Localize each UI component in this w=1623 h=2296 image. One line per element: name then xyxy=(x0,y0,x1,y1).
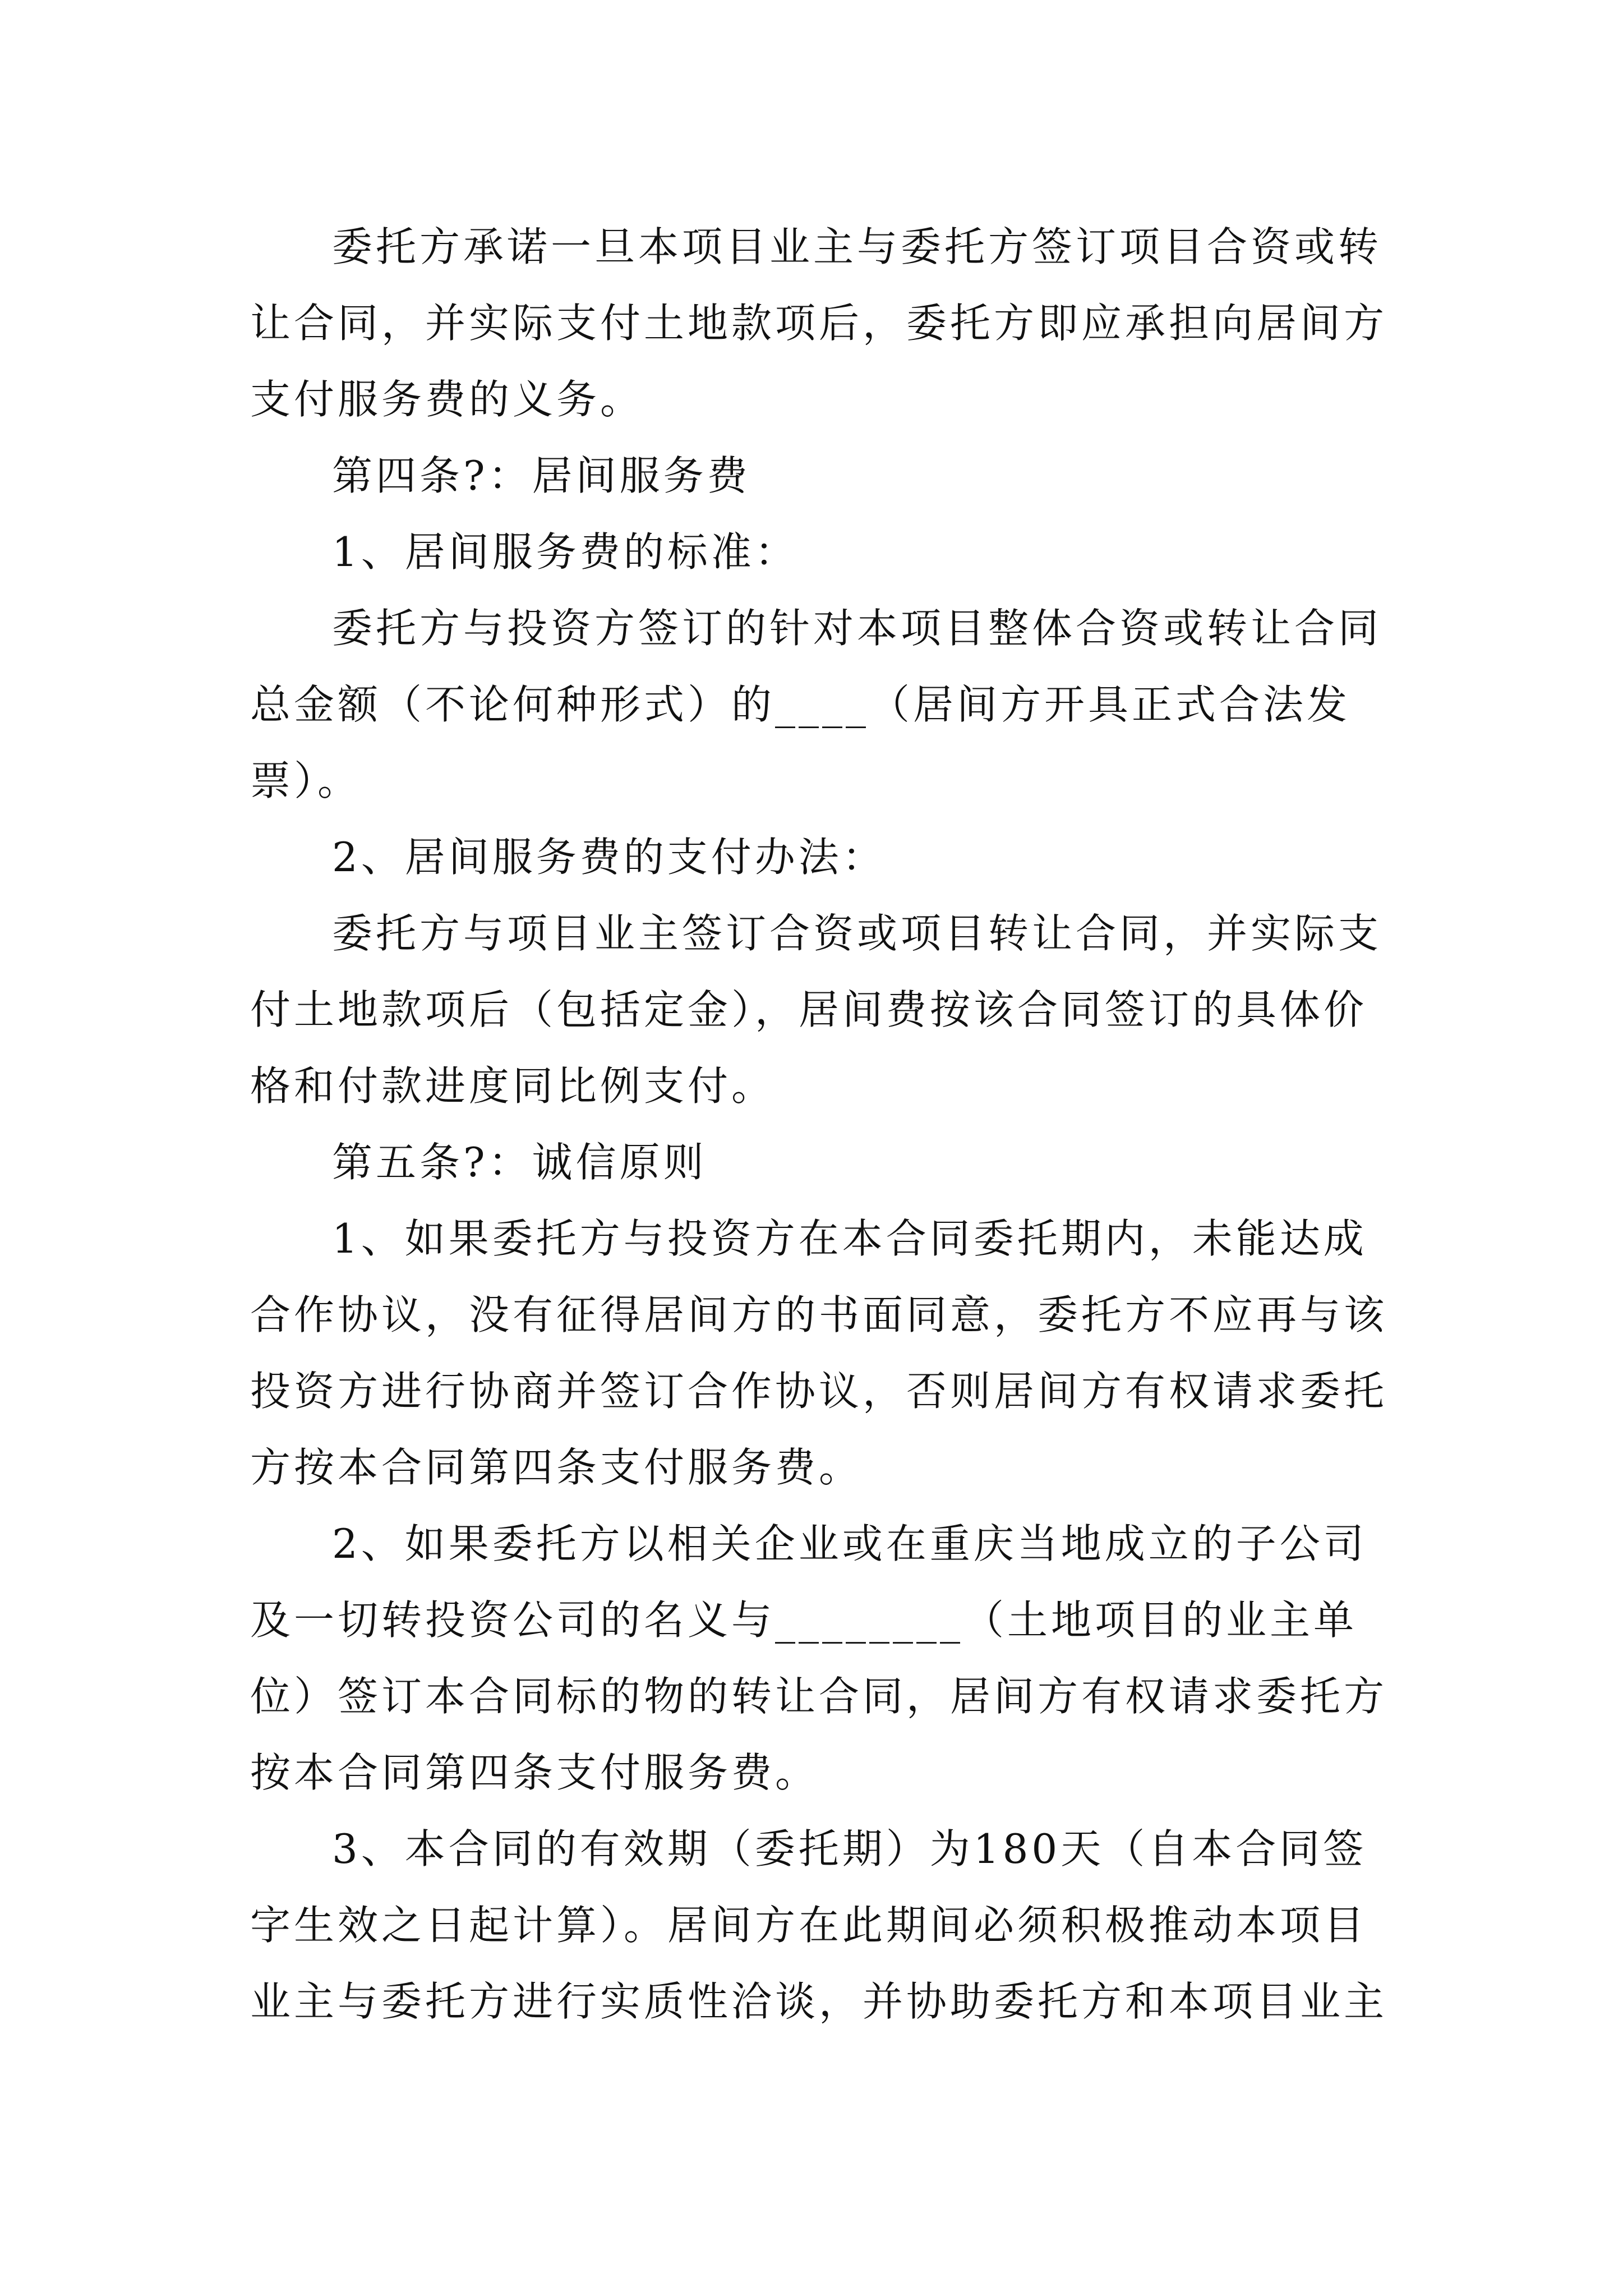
paragraph-fee-standard: 委托方与投资方签订的针对本项目整体合资或转让合同总金额（不论何种形式）的____（居间方开具正式合法发票）。 xyxy=(250,605,1382,804)
fee-payment-heading: 2、居间服务费的支付办法： xyxy=(332,834,886,881)
paragraph-clause-3: 3、本合同的有效期（委托期）为180天（自本合同签字生效之日起计算）。居间方在此期间必须积极推动本项目业主与委托方进行实质性洽谈，并协助委托方和本项目业主 xyxy=(250,1825,1388,2025)
document-body xyxy=(250,209,1394,2040)
paragraph-commitment: 委托方承诺一旦本项目业主与委托方签订项目合资或转让合同，并实际支付土地款项后，委托方即应承担向居间方支付服务费的义务。 xyxy=(250,223,1388,423)
fee-standard-heading: 1、居间服务费的标准： xyxy=(332,528,799,576)
article-four-heading: 第四条?：居间服务费 xyxy=(332,452,751,499)
paragraph-fee-payment: 委托方与项目业主签订合资或项目转让合同，并实际支付土地款项后（包括定金），居间费按该合同签订的具体价格和付款进度同比例支付。 xyxy=(250,910,1382,1110)
article-five-heading: 第五条?：诚信原则 xyxy=(332,1139,707,1186)
paragraph-clause-2: 2、如果委托方以相关企业或在重庆当地成立的子公司及一切转投资公司的名义与________（土地项目的业主单位）签订本合同标的物的转让合同，居间方有权请求委托方按本合同第四条支付服务费。 xyxy=(250,1520,1388,1796)
paragraph-clause-1: 1、如果委托方与投资方在本合同委托期内，未能达成合作协议，没有征得居间方的书面同意，委托方不应再与该投资方进行协商并签订合作协议，否则居间方有权请求委托方按本合同第四条支付服务费。 xyxy=(250,1215,1388,1491)
